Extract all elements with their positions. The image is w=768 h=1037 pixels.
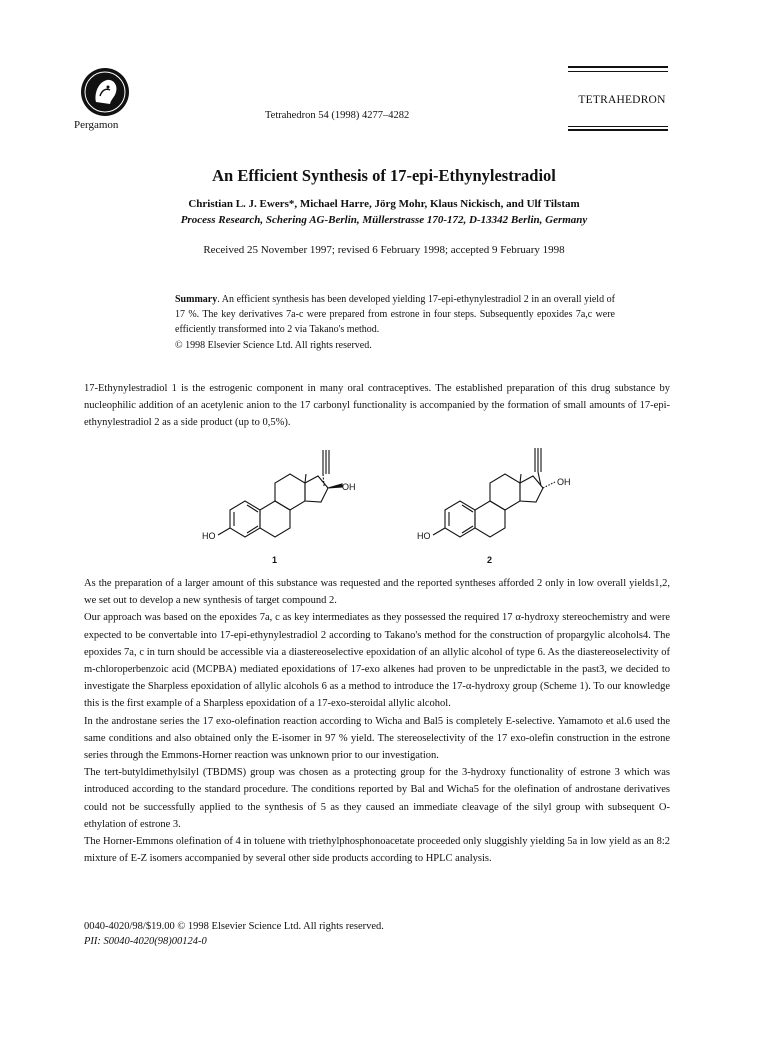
header-rule-bottom	[568, 126, 668, 127]
structure-1	[218, 450, 342, 537]
article-title: An Efficient Synthesis of 17-epi-Ethynylestradiol	[212, 166, 556, 185]
footer-copyright: 0040-4020/98/$19.00 © 1998 Elsevier Science Ltd. All rights reserved.	[84, 921, 384, 932]
article-affiliation: Process Research, Schering AG-Berlin, Müllerstrasse 170-172, D-13342 Berlin, Germany	[180, 214, 588, 226]
pergamon-logo	[80, 66, 130, 118]
journal-name: TETRAHEDRON	[578, 94, 666, 106]
structure-2	[433, 448, 555, 537]
structure-1-oh-label: OH	[342, 482, 356, 492]
body-paragraph: As the preparation of a larger amount of this substance was requested and the reported syntheses afforded 2 only in low overall yields1,2, we set out to develop a new synthesis of target compound 2.	[84, 578, 670, 607]
footer-pii: PII: S0040-4020(98)00124-0	[84, 936, 207, 947]
summary-lead: Summary	[175, 294, 218, 305]
structure-2-oh-label: OH	[557, 477, 571, 487]
article-authors: Christian L. J. Ewers*, Michael Harre, Jörg Mohr, Klaus Nickisch, and Ulf Tilstam	[188, 198, 580, 210]
summary-text: . An efficient synthesis has been developed yielding 17-epi-ethynylestradiol 2 in an overall yield of 17 %. The key derivatives 7a-c were prepared from estrone in four steps. Subsequently epoxides 7a,c were efficiently transformed into 2 via Takano's method.	[175, 294, 615, 335]
summary-copyright: © 1998 Elsevier Science Ltd. All rights reserved.	[175, 340, 372, 351]
body-paragraph: The Horner-Emmons olefination of 4 in toluene with triethylphosphonoacetate proceeded only sluggishly yielding 5a in low yield as an 8:2 mixture of E-Z isomers accompanied by several other side products according to HPLC analysis.	[84, 836, 670, 865]
journal-reference: Tetrahedron 54 (1998) 4277–4282	[265, 110, 410, 121]
summary-block	[175, 292, 615, 337]
structure-1-ho-label: HO	[202, 531, 216, 541]
intro-paragraph: 17-Ethynylestradiol 1 is the estrogenic component in many oral contraceptives. The established preparation of this drug substance by nucleophilic addition of an acetylenic anion to the 17 carbonyl functionality is accompanied by the formation of small amounts of 17-epi-ethynylestradiol 2 as a side product (up to 0,5%).	[84, 383, 670, 429]
structure-1-label: 1	[272, 555, 278, 565]
body-paragraph: Our approach was based on the epoxides 7a, c as key intermediates as they possessed the required 17 α-hydroxy stereochemistry and were expected to be convertable into 17-epi-ethynylestradiol 2 according to Takano's method for the construction of propargylic alcohols4. The epoxides 7a, c in turn should be accessible via a diastereoselective epoxidation of an allylic alcohol of type 6. As the diastereoselectivity of m-chloroperbenzoic acid (MCPBA) mediated epoxidations of 17-exo alkenes had proven to be unpredictable in the past3, we decided to investigate the Sharpless epoxidation of allylic alcohols 6 as a method to introduce the 17-α-hydroxy group (Scheme 1). To our knowledge this is the first example of a Sharpless epoxidation of a 17-exo-steroidal allylic alcohol.	[84, 612, 670, 710]
header-rule-bottom-thick	[568, 129, 668, 131]
footer-block	[84, 919, 384, 949]
structure-2-ho-label: HO	[417, 531, 431, 541]
body-text	[84, 575, 670, 867]
received-dates: Received 25 November 1997; revised 6 February 1998; accepted 9 February 1998	[203, 244, 565, 256]
body-paragraph: In the androstane series the 17 exo-olefination reaction according to Wicha and Bal5 is completely E-selective. Yamamoto et al.6 used the same conditions and also obtained only the E-isomer in 97 % yield. The stereoselectivity of the 17 exo-olefin construction in the estrone series through the Emmons-Horner reaction was unknown prior to our investigation.	[84, 715, 670, 762]
header-rule-top-thin	[568, 71, 668, 72]
structure-figure	[190, 440, 590, 570]
structure-2-label: 2	[487, 555, 493, 565]
body-paragraph: The tert-butyldimethylsilyl (TBDMS) group was chosen as a protecting group for the 3-hydroxy functionality of estrone 3 which was introduced according to the standard procedure. The conditions reported by Bal and Wicha5 for the olefination of androstane derivatives could not be successfully applied to the synthesis of 5 as they caused an immediate cleavage of the silyl group with subsequent O-ethylation of estrone 3.	[84, 767, 670, 830]
header-rule-top	[568, 66, 668, 68]
publisher-name: Pergamon	[74, 119, 119, 131]
